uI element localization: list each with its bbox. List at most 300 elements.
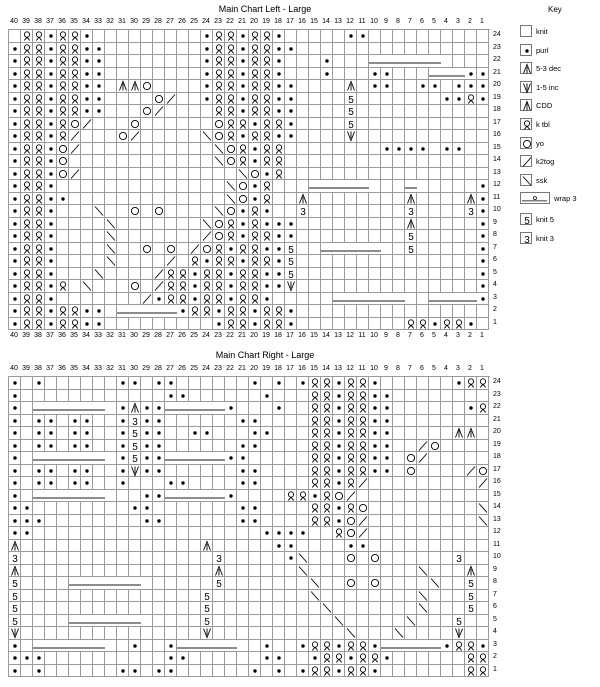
chart-left-cell-knit xyxy=(129,155,141,168)
chart-left-cell-ktbl xyxy=(57,105,69,118)
chart-left-cell-knit xyxy=(105,280,117,293)
chart-right-cell-purl xyxy=(33,415,45,428)
chart-right-cell-knit xyxy=(297,465,309,478)
chart-left-cell-ktbl xyxy=(213,80,225,93)
chart-left-cell-purl xyxy=(285,318,297,331)
dec53-icon xyxy=(405,193,417,205)
chart-left-cell-knit xyxy=(333,280,345,293)
svg-text:5: 5 xyxy=(12,604,18,614)
chart-left-cell-purl xyxy=(285,218,297,231)
chart-left-cell-knit xyxy=(369,118,381,131)
chart-left-cell-knit xyxy=(105,80,117,93)
ktbl-icon xyxy=(249,218,261,230)
column-number: 17 xyxy=(286,365,294,372)
chart-right-cell-ssk xyxy=(345,627,357,640)
chart-left-cell-knit xyxy=(441,230,453,243)
ktbl-icon xyxy=(69,80,81,92)
row-number: 15 xyxy=(493,490,501,498)
k3-icon xyxy=(213,552,225,564)
chart-right-cell-knit xyxy=(441,565,453,578)
chart-right-cell-knit xyxy=(81,527,93,540)
ktbl-icon xyxy=(225,55,237,67)
chart-left-cell-ktbl xyxy=(21,268,33,281)
chart-left-cell-knit xyxy=(453,305,465,318)
chart-left-cell-knit xyxy=(201,180,213,193)
chart-right-cell-knit xyxy=(177,590,189,603)
wrap3-icon xyxy=(81,615,93,627)
chart-right-cell-knit xyxy=(81,627,93,640)
purl-icon xyxy=(33,440,45,452)
chart-right-cell-ssk xyxy=(309,590,321,603)
chart-left-cell-knit xyxy=(393,230,405,243)
chart-left-cell-knit xyxy=(369,318,381,331)
k2tog-icon xyxy=(357,477,369,489)
chart-left-cell-knit xyxy=(177,193,189,206)
column-number: 16 xyxy=(298,365,306,372)
ktbl-icon xyxy=(261,43,273,55)
ktbl-icon xyxy=(237,305,249,317)
chart-left-cell-knit xyxy=(405,130,417,143)
chart-right-cell-knit xyxy=(81,515,93,528)
chart-right-cell-knit xyxy=(225,527,237,540)
chart-left-cell-ktbl xyxy=(213,93,225,106)
wrap3-icon xyxy=(81,640,93,652)
k2tog-icon xyxy=(345,490,357,502)
chart-right-cell-knit xyxy=(393,577,405,590)
chart-right-cell-knit xyxy=(345,590,357,603)
purl-icon xyxy=(417,143,429,155)
ktbl-icon xyxy=(345,502,357,514)
purl-icon xyxy=(81,318,93,330)
k5-icon xyxy=(345,105,357,117)
ssk-icon xyxy=(237,168,249,180)
purl-icon xyxy=(369,452,381,464)
wrap3-icon xyxy=(213,452,225,464)
chart-left-cell-knit xyxy=(429,205,441,218)
purl-icon xyxy=(225,243,237,255)
chart-right-cell-knit xyxy=(201,415,213,428)
chart-right-cell-purl xyxy=(129,665,141,678)
chart-right-cell-knit xyxy=(141,577,153,590)
chart-right-cell-wrap3 xyxy=(129,577,141,590)
column-number: 9 xyxy=(384,18,388,25)
chart-left-cell-knit xyxy=(453,280,465,293)
purl-icon xyxy=(285,305,297,317)
chart-left-cell-knit xyxy=(297,318,309,331)
chart-right-cell-knit xyxy=(57,602,69,615)
chart-left-cell-k3 xyxy=(297,205,309,218)
chart-right-cell-knit xyxy=(69,540,81,553)
chart-right-cell-knit xyxy=(465,615,477,628)
chart-right-cell-knit xyxy=(477,440,489,453)
wrap3-icon xyxy=(117,577,129,589)
chart-left-cell-knit xyxy=(141,130,153,143)
chart-right-cell-ktbl xyxy=(309,515,321,528)
chart-right-cell-purl xyxy=(9,652,21,665)
purl-icon xyxy=(237,465,249,477)
chart-right-cell-wrap3 xyxy=(105,577,117,590)
ktbl-icon xyxy=(309,452,321,464)
purl-icon xyxy=(33,427,45,439)
key-swatch xyxy=(520,155,532,167)
chart-left-cell-ktbl xyxy=(213,68,225,81)
chart-left-cell-knit xyxy=(309,205,321,218)
chart-left-grid xyxy=(8,29,490,330)
chart-right-cell-knit xyxy=(201,477,213,490)
chart-right-cell-knit xyxy=(93,527,105,540)
chart-left-cell-purl xyxy=(273,105,285,118)
chart-left-cell-purl xyxy=(45,118,57,131)
purl-icon xyxy=(237,68,249,80)
ktbl-icon xyxy=(21,318,33,330)
chart-left-cell-knit xyxy=(321,30,333,43)
ktbl-icon xyxy=(33,105,45,117)
chart-right-cell-purl xyxy=(45,477,57,490)
row-number: 24 xyxy=(493,31,501,38)
chart-left-cell-knit xyxy=(357,280,369,293)
chart-left-cell-purl xyxy=(201,255,213,268)
chart-right-cell-knit xyxy=(189,527,201,540)
k5-icon xyxy=(465,590,477,602)
row-number: 2 xyxy=(493,653,497,660)
chart-left-cell-knit xyxy=(81,218,93,231)
wrap3-icon xyxy=(321,180,333,192)
chart-right-cell-knit xyxy=(225,390,237,403)
chart-left-cell-yo xyxy=(141,105,153,118)
purl-icon xyxy=(21,652,33,664)
row-number: 5 xyxy=(493,268,497,276)
chart-right-cell-knit xyxy=(393,602,405,615)
inc15-icon xyxy=(521,82,533,94)
chart-left-cell-purl xyxy=(81,30,93,43)
chart-right-cell-knit xyxy=(477,627,489,640)
chart-left-cell-ktbl xyxy=(57,118,69,131)
chart-left-cell-knit xyxy=(333,318,345,331)
purl-icon xyxy=(261,652,273,664)
chart-left-cell-knit xyxy=(417,30,429,43)
chart-left-cell-knit xyxy=(333,268,345,281)
column-number: 29 xyxy=(142,365,150,372)
chart-right-cell-yo xyxy=(405,452,417,465)
chart-right-cell-purl xyxy=(333,427,345,440)
purl-icon xyxy=(93,305,105,317)
chart-left-cell-wrap3 xyxy=(153,305,165,318)
column-number: 35 xyxy=(70,365,78,372)
chart-right-cell-ssk xyxy=(417,602,429,615)
chart-right-cell-knit xyxy=(105,565,117,578)
purl-icon xyxy=(369,665,381,677)
wrap3-icon xyxy=(105,577,117,589)
column-number: 15 xyxy=(310,365,318,372)
chart-right-cell-knit xyxy=(333,577,345,590)
ktbl-icon xyxy=(309,427,321,439)
purl-icon xyxy=(273,268,285,280)
chart-right-cell-knit xyxy=(117,502,129,515)
purl-icon xyxy=(465,80,477,92)
chart-right-cell-knit xyxy=(477,590,489,603)
purl-icon xyxy=(333,477,345,489)
purl-icon xyxy=(45,143,57,155)
chart-right-cell-knit xyxy=(453,402,465,415)
chart-right-cell-knit xyxy=(105,527,117,540)
chart-right-cell-purl xyxy=(237,465,249,478)
chart-right-cell-purl xyxy=(117,452,129,465)
chart-left-cell-k2tog xyxy=(81,118,93,131)
chart-right-cell-purl xyxy=(153,402,165,415)
chart-right-cell-wrap3 xyxy=(117,577,129,590)
chart-right-cell-purl xyxy=(261,427,273,440)
chart-right-cell-ktbl xyxy=(309,427,321,440)
purl-icon xyxy=(273,218,285,230)
ktbl-icon xyxy=(213,30,225,42)
chart-right-cell-knit xyxy=(441,515,453,528)
chart-left-cell-wrap3 xyxy=(465,293,477,306)
chart-right-cell-knit xyxy=(261,502,273,515)
chart-left-cell-knit xyxy=(141,205,153,218)
key-label: knit 5 xyxy=(536,215,554,224)
chart-right-cell-purl xyxy=(381,415,393,428)
chart-right-cell-knit xyxy=(453,527,465,540)
ktbl-icon xyxy=(309,465,321,477)
chart-right-cell-knit xyxy=(453,390,465,403)
chart-right-cell-ktbl xyxy=(345,427,357,440)
chart-left-cell-knit xyxy=(189,55,201,68)
chart-right-cell-knit xyxy=(177,577,189,590)
column-number: 38 xyxy=(34,332,42,339)
chart-left-cell-knit xyxy=(81,268,93,281)
chart-left-cell-knit xyxy=(189,155,201,168)
chart-right-cell-knit xyxy=(153,565,165,578)
ktbl-icon xyxy=(297,490,309,502)
ktbl-icon xyxy=(249,280,261,292)
chart-right-cell-purl xyxy=(45,440,57,453)
chart-left-cell-knit xyxy=(165,68,177,81)
chart-right-cell-knit xyxy=(189,627,201,640)
purl-icon xyxy=(165,477,177,489)
chart-left-cell-yo xyxy=(57,155,69,168)
chart-right-cell-knit xyxy=(225,652,237,665)
chart-right-cell-knit xyxy=(237,602,249,615)
ktbl-icon xyxy=(225,130,237,142)
chart-right-cell-k5 xyxy=(9,590,21,603)
ssk-icon xyxy=(333,615,345,627)
chart-left-cell-knit xyxy=(345,205,357,218)
chart-right-cell-knit xyxy=(261,415,273,428)
chart-right-cell-k5 xyxy=(201,615,213,628)
chart-left-cell-ssk xyxy=(225,180,237,193)
chart-left-cell-knit xyxy=(177,155,189,168)
wrap3-icon xyxy=(357,180,369,192)
chart-left-cell-knit xyxy=(297,30,309,43)
chart-right-cell-purl xyxy=(81,440,93,453)
chart-left-cell-dec53 xyxy=(405,193,417,206)
wrap3-icon xyxy=(33,640,45,652)
chart-right-cell-purl xyxy=(9,452,21,465)
chart-left-cell-knit xyxy=(393,218,405,231)
chart-left-cell-knit xyxy=(273,205,285,218)
chart-left-cell-knit xyxy=(345,318,357,331)
chart-right-cell-wrap3 xyxy=(189,402,201,415)
chart-left-cell-knit xyxy=(177,118,189,131)
chart-right-cell-knit xyxy=(237,390,249,403)
wrap3-icon xyxy=(189,402,201,414)
chart-right-cell-knit xyxy=(81,390,93,403)
chart-left-cell-knit xyxy=(141,255,153,268)
chart-right-cell-knit xyxy=(93,652,105,665)
chart-left-cell-ssk xyxy=(105,243,117,256)
chart-left-cell-ktbl xyxy=(249,243,261,256)
chart-right-cell-knit xyxy=(261,452,273,465)
chart-right-cell-knit xyxy=(393,440,405,453)
column-number: 20 xyxy=(250,18,258,25)
chart-left-cell-wrap3 xyxy=(345,180,357,193)
chart-right-cell-knit xyxy=(405,602,417,615)
purl-icon xyxy=(177,390,189,402)
chart-left-cell-yo xyxy=(213,130,225,143)
chart-right-cell-knit xyxy=(441,477,453,490)
ktbl-icon xyxy=(33,168,45,180)
chart-left-cell-ktbl xyxy=(273,155,285,168)
chart-left-cell-ktbl xyxy=(33,305,45,318)
chart-left-cell-knit xyxy=(153,180,165,193)
chart-left-cell-knit xyxy=(429,305,441,318)
chart-right-cell-ktbl xyxy=(345,665,357,678)
chart-left-cell-ktbl xyxy=(21,318,33,331)
chart-left-cell-ktbl xyxy=(33,43,45,56)
chart-right-cell-knit xyxy=(285,390,297,403)
wrap3-icon xyxy=(429,293,441,305)
wrap3-icon xyxy=(201,490,213,502)
column-number: 7 xyxy=(408,332,412,339)
ktbl-icon xyxy=(225,68,237,80)
purl-icon xyxy=(81,415,93,427)
chart-right-cell-purl xyxy=(225,490,237,503)
chart-left-cell-knit xyxy=(441,255,453,268)
ktbl-icon xyxy=(33,130,45,142)
purl-icon xyxy=(381,80,393,92)
chart-left-cell-knit xyxy=(141,155,153,168)
purl-icon xyxy=(429,318,441,330)
chart-right-cell-knit xyxy=(177,502,189,515)
key-item-dec53 xyxy=(520,62,600,78)
chart-left-cell-knit xyxy=(69,293,81,306)
chart-right-cell-knit xyxy=(177,565,189,578)
chart-right-cell-knit xyxy=(369,477,381,490)
chart-right-cell-knit xyxy=(45,390,57,403)
purl-icon xyxy=(225,280,237,292)
chart-left-cell-knit xyxy=(93,155,105,168)
chart-right-cell-knit xyxy=(141,390,153,403)
dec53-icon xyxy=(9,565,21,577)
chart-right-cell-knit xyxy=(405,515,417,528)
chart-left-cell-knit xyxy=(105,205,117,218)
chart-left-cell-ktbl xyxy=(237,305,249,318)
chart-left-cell-knit xyxy=(177,243,189,256)
ktbl-icon xyxy=(57,318,69,330)
column-number: 2 xyxy=(468,18,472,25)
chart-left-cell-knit xyxy=(105,305,117,318)
chart-right-cell-knit xyxy=(417,515,429,528)
chart-right-cell-knit xyxy=(429,627,441,640)
ktbl-icon xyxy=(237,280,249,292)
chart-right-cell-purl xyxy=(369,440,381,453)
chart-left-cell-knit xyxy=(93,118,105,131)
chart-left-cell-knit xyxy=(105,180,117,193)
chart-right-cell-knit xyxy=(417,377,429,390)
column-number: 38 xyxy=(34,365,42,372)
ktbl-icon xyxy=(21,68,33,80)
chart-left-title: Main Chart Left - Large xyxy=(218,4,312,14)
chart-left-cell-purl xyxy=(237,30,249,43)
chart-right-cell-knit xyxy=(297,502,309,515)
chart-right-cell-yo xyxy=(405,465,417,478)
purl-icon xyxy=(477,205,489,217)
chart-right-cell-knit xyxy=(417,465,429,478)
purl-icon xyxy=(477,230,489,242)
chart-left-cell-knit xyxy=(453,168,465,181)
chart-right-cell-ktbl xyxy=(357,390,369,403)
chart-right-cell-knit xyxy=(477,427,489,440)
k2tog-icon xyxy=(201,230,213,242)
chart-right-cell-knit xyxy=(141,602,153,615)
chart-right-cell-knit xyxy=(393,665,405,678)
wrap3-icon xyxy=(93,577,105,589)
chart-left-cell-k2tog xyxy=(201,230,213,243)
chart-right-cell-knit xyxy=(129,390,141,403)
chart-left-cell-knit xyxy=(417,205,429,218)
chart-left-cell-ktbl xyxy=(261,130,273,143)
chart-right-cell-ktbl xyxy=(357,427,369,440)
chart-right-cell-knit xyxy=(165,552,177,565)
ktbl-icon xyxy=(57,105,69,117)
chart-right-cell-knit xyxy=(33,540,45,553)
k2tog-icon xyxy=(129,130,141,142)
chart-left-cell-knit xyxy=(417,68,429,81)
purl-icon xyxy=(333,440,345,452)
purl-icon xyxy=(261,268,273,280)
ktbl-icon xyxy=(33,55,45,67)
purl-icon xyxy=(9,465,21,477)
chart-left-cell-k5 xyxy=(285,243,297,256)
ktbl-icon xyxy=(189,255,201,267)
chart-left-cell-yo xyxy=(237,180,249,193)
chart-left-cell-knit xyxy=(453,30,465,43)
purl-icon xyxy=(321,55,333,67)
chart-right-cell-purl xyxy=(81,477,93,490)
yo-icon xyxy=(57,168,69,180)
chart-right-cell-wrap3 xyxy=(225,640,237,653)
chart-right-cell-knit xyxy=(381,502,393,515)
ktbl-icon xyxy=(321,490,333,502)
row-number: 7 xyxy=(493,243,497,251)
chart-right-cell-purl xyxy=(9,640,21,653)
chart-left-cell-purl xyxy=(381,143,393,156)
chart-left-cell-ktbl xyxy=(249,268,261,281)
chart-left-cell-knit xyxy=(345,143,357,156)
chart-left-cell-knit xyxy=(297,130,309,143)
chart-left-cell-knit xyxy=(429,155,441,168)
chart-right-cell-knit xyxy=(81,552,93,565)
wrap3-icon xyxy=(213,402,225,414)
ktbl-icon xyxy=(261,255,273,267)
wrap3-icon xyxy=(201,402,213,414)
purl-icon xyxy=(117,465,129,477)
chart-right-cell-knit xyxy=(249,602,261,615)
ktbl-icon xyxy=(249,30,261,42)
chart-right-cell-knit xyxy=(249,615,261,628)
chart-right-cell-knit xyxy=(213,515,225,528)
ktbl-icon xyxy=(21,118,33,130)
